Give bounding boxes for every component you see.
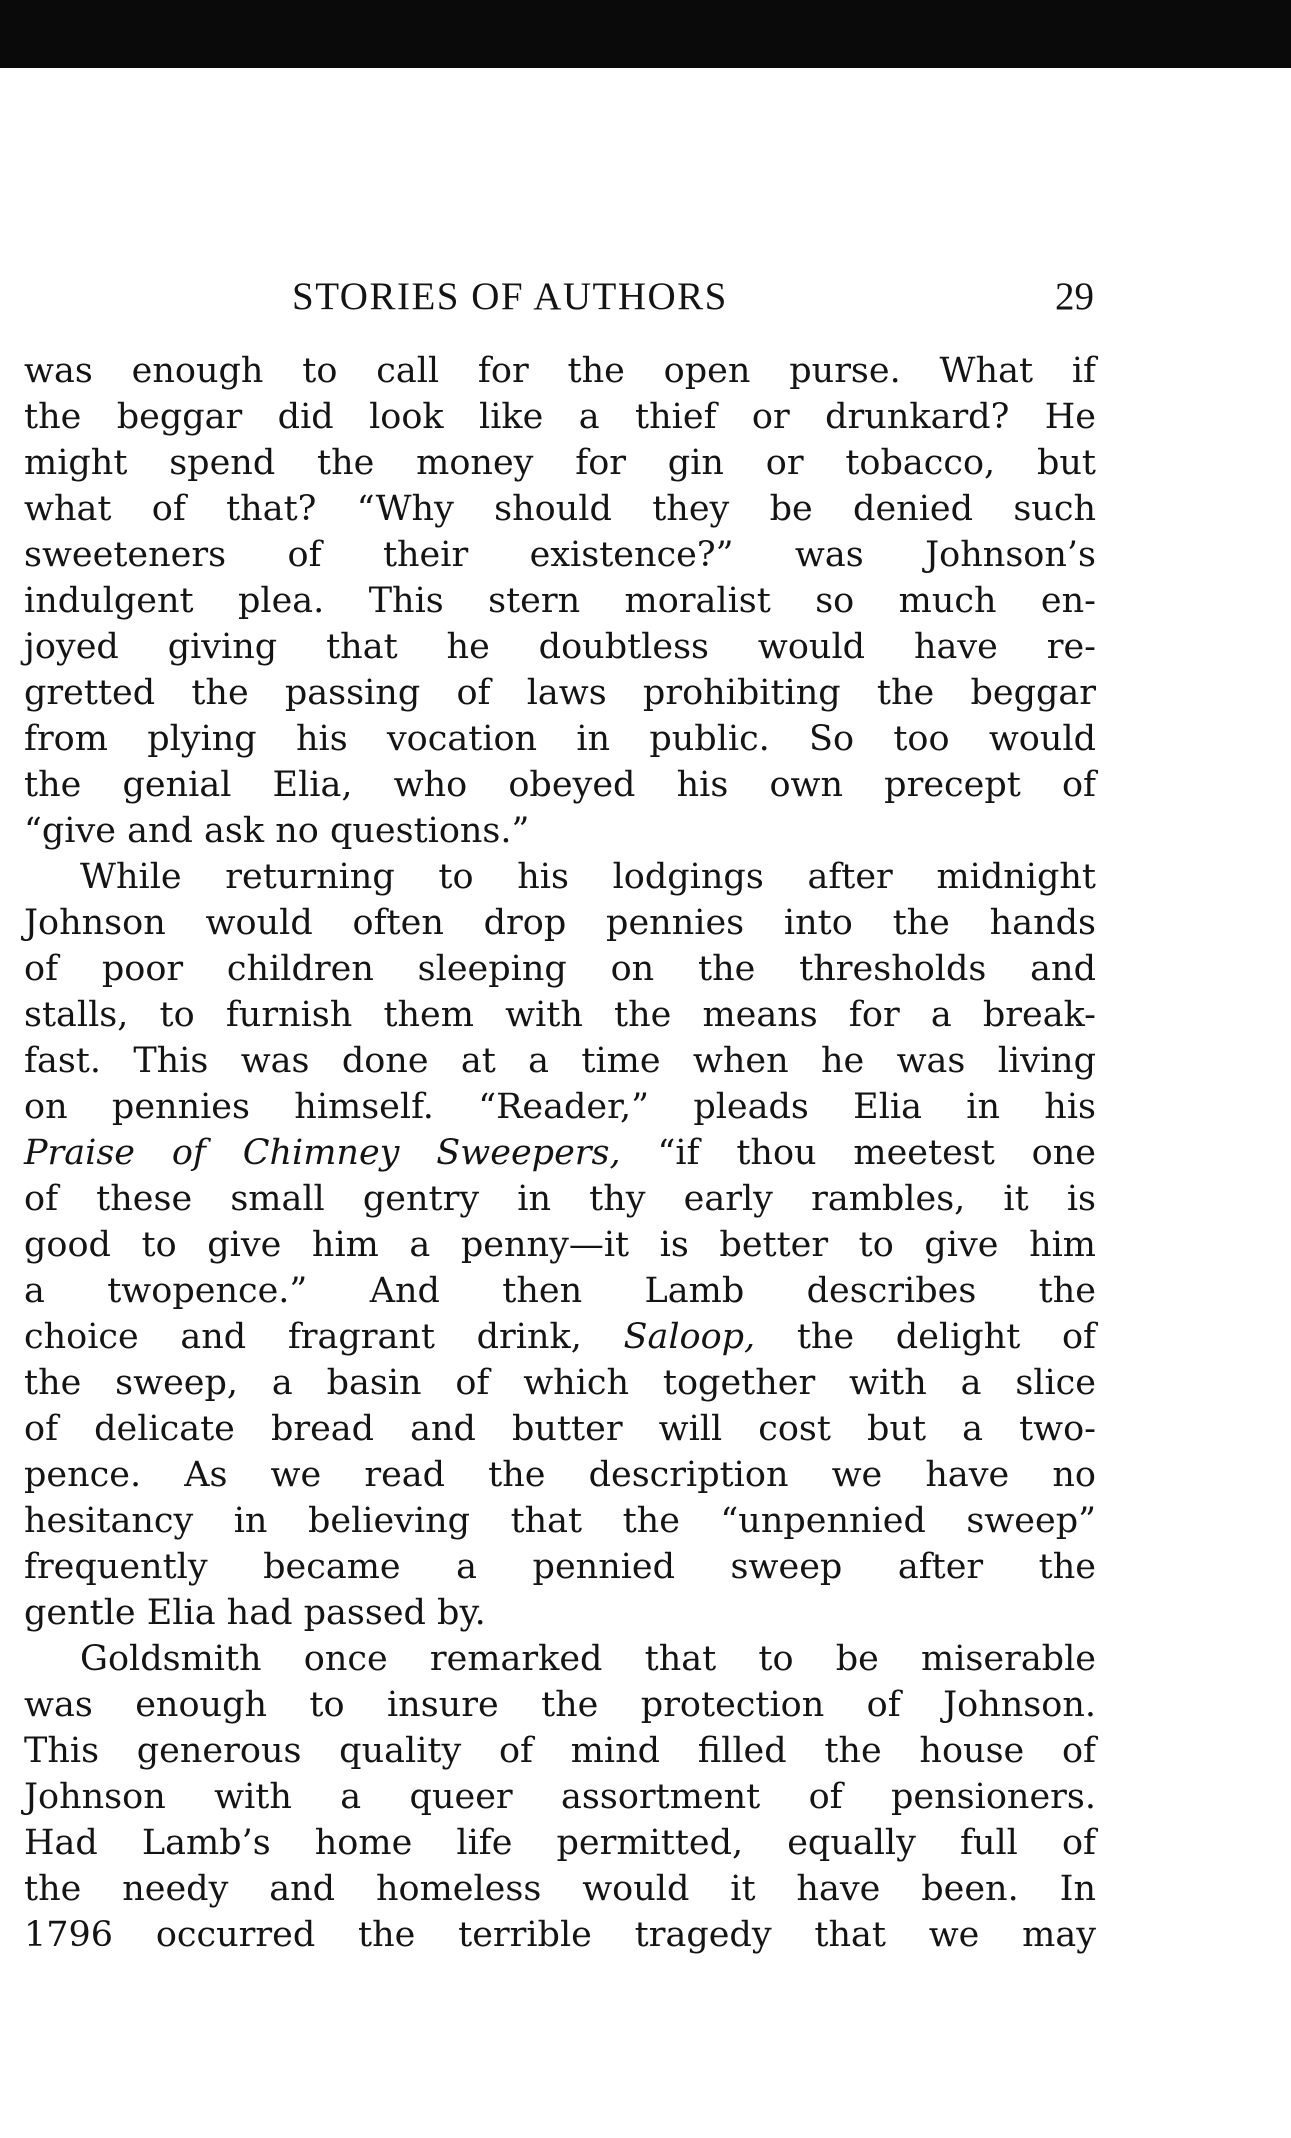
text-line: the needy and homeless would it have been. In [24, 1869, 1096, 1909]
text-line: the sweep, a basin of which together with a slice [24, 1363, 1096, 1403]
page-number: 29 [1055, 275, 1094, 318]
text-line: good to give him a penny—it is better to give him [24, 1225, 1096, 1265]
text-line: gretted the passing of laws prohibiting the beggar [24, 673, 1096, 713]
text-line: “give and ask no questions.” [24, 811, 530, 851]
paragraph-3 [24, 1636, 1096, 1958]
text-line: gentle Elia had passed by. [24, 1593, 486, 1633]
paragraph-2 [24, 854, 1096, 1636]
text-line: Johnson would often drop pennies into the hands [24, 903, 1096, 943]
text-line: Had Lamb’s home life permitted, equally full of [24, 1823, 1096, 1863]
text-line: Johnson with a queer assortment of pensioners. [24, 1777, 1096, 1817]
text-line: the genial Elia, who obeyed his own precept of [24, 765, 1096, 805]
text-line: of these small gentry in thy early rambles, it is [24, 1179, 1096, 1219]
text-line: a twopence.” And then Lamb describes the [24, 1271, 1096, 1311]
paragraph-1 [24, 348, 1096, 854]
text-fragment: the delight of [796, 1317, 1096, 1357]
text-line: indulgent plea. This stern moralist so much en- [24, 581, 1096, 621]
text-line [24, 1130, 1096, 1176]
text-line: pence. As we read the description we have no [24, 1455, 1096, 1495]
text-line: from plying his vocation in public. So too would [24, 719, 1096, 759]
text-line: was enough to call for the open purse. What if [24, 351, 1096, 391]
text-line [24, 1314, 1096, 1360]
text-line: This generous quality of mind filled the house of [24, 1731, 1096, 1771]
italic-term: Saloop, [623, 1317, 756, 1357]
text-fragment: choice and fragrant drink, [24, 1317, 582, 1357]
text-line: might spend the money for gin or tobacco, but [24, 443, 1096, 483]
running-title: STORIES OF AUTHORS [292, 275, 728, 318]
text-line: fast. This was done at a time when he was living [24, 1041, 1096, 1081]
text-line: the beggar did look like a thief or drunkard? He [24, 397, 1096, 437]
text-line: While returning to his lodgings after midnight [80, 857, 1096, 897]
text-line: stalls, to furnish them with the means for a break- [24, 995, 1096, 1035]
text-line: frequently became a pennied sweep after the [24, 1547, 1096, 1587]
text-line: Goldsmith once remarked that to be miserable [80, 1639, 1096, 1679]
body-text [24, 348, 1096, 1958]
text-line: sweeteners of their existence?” was Johnson’s [24, 535, 1096, 575]
text-line: was enough to insure the protection of Johnson. [24, 1685, 1096, 1725]
text-fragment: “if thou meetest one [657, 1133, 1096, 1173]
running-head [0, 272, 1291, 322]
scan-top-border [0, 0, 1291, 68]
text-line: what of that? “Why should they be denied such [24, 489, 1096, 529]
text-line: joyed giving that he doubtless would have re- [24, 627, 1096, 667]
text-line: of delicate bread and butter will cost but a two- [24, 1409, 1096, 1449]
text-line: of poor children sleeping on the thresholds and [24, 949, 1096, 989]
italic-title: Praise of Chimney Sweepers, [24, 1133, 621, 1173]
text-line: on pennies himself. “Reader,” pleads Elia in his [24, 1087, 1096, 1127]
text-line: hesitancy in believing that the “unpennied sweep” [24, 1501, 1096, 1541]
text-line: 1796 occurred the terrible tragedy that we may [24, 1915, 1096, 1955]
